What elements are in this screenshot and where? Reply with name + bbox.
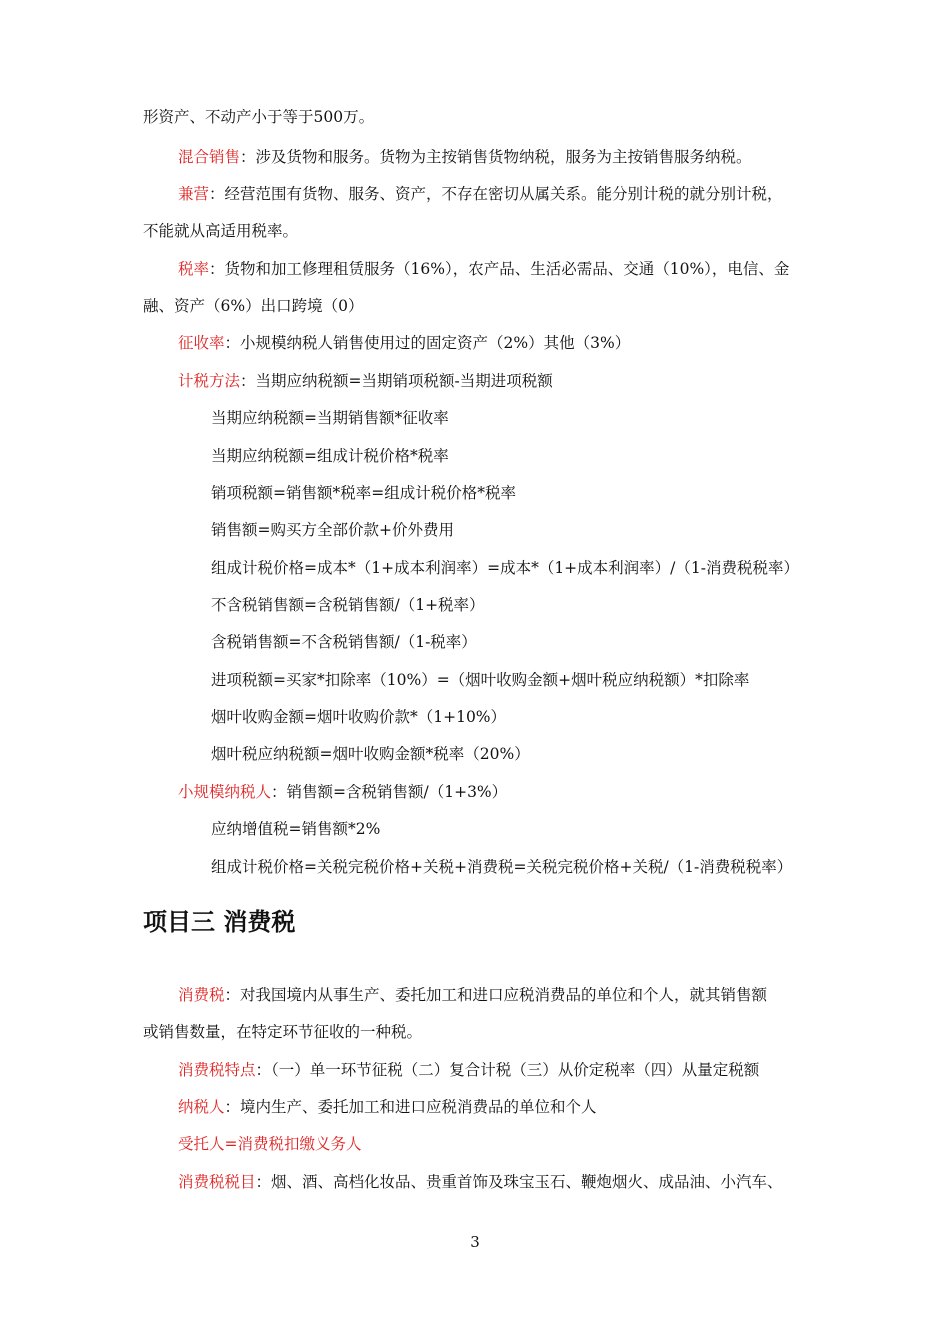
text-line: 或销售数量，在特定环节征收的一种税。	[143, 1023, 423, 1041]
text-line: 混合销售：涉及货物和服务。货物为主按销售货物纳税，服务为主按销售服务纳税。	[178, 148, 752, 166]
text-line: 兼营：经营范围有货物、服务、资产，不存在密切从属关系。能分别计税的就分别计税，	[178, 185, 783, 203]
text-line: 征收率：小规模纳税人销售使用过的固定资产（2%）其他（3%）	[178, 334, 631, 352]
formula-line: 当期应纳税额=组成计税价格*税率	[211, 447, 449, 465]
formula-line: 销售额=购买方全部价款+价外费用	[211, 521, 454, 539]
formula-line: 组成计税价格=关税完税价格+关税+消费税=关税完税价格+关税/（1-消费税税率）	[211, 858, 793, 876]
text-line: 税率：货物和加工修理租赁服务（16%），农产品、生活必需品、交通（10%），电信、金	[178, 260, 790, 278]
formula-line: 烟叶收购金额=烟叶收购价款*（1+10%）	[211, 708, 507, 726]
formula-line: 烟叶税应纳税额=烟叶收购金额*税率（20%）	[211, 745, 530, 763]
formula-line: 当期应纳税额=当期销售额*征收率	[211, 409, 449, 427]
text-line: 纳税人：境内生产、委托加工和进口应税消费品的单位和个人	[178, 1098, 597, 1116]
text-line: 小规模纳税人：销售额=含税销售额/（1+3%）	[178, 783, 508, 801]
formula-line: 含税销售额=不含税销售额/（1-税率）	[211, 633, 477, 651]
text-line: 不能就从高适用税率。	[143, 222, 299, 240]
section-heading: 项目三 消费税	[143, 908, 296, 936]
page-number: 3	[470, 1233, 480, 1251]
formula-line: 组成计税价格=成本*（1+成本利润率）=成本*（1+成本利润率）/（1-消费税税率）	[211, 559, 799, 577]
text-line: 消费税特点：（一）单一环节征税（二）复合计税（三）从价定税率（四）从量定税额	[178, 1061, 760, 1079]
text-line: 融、资产（6%）出口跨境（0）	[143, 297, 364, 315]
formula-line: 应纳增值税=销售额*2%	[211, 820, 381, 838]
formula-line: 销项税额=销售额*税率=组成计税价格*税率	[211, 484, 516, 502]
text-line: 消费税：对我国境内从事生产、委托加工和进口应税消费品的单位和个人，就其销售额	[178, 986, 768, 1004]
formula-line: 进项税额=买家*扣除率（10%）=（烟叶收购金额+烟叶税应纳税额）*扣除率	[211, 671, 750, 689]
formula-line: 不含税销售额=含税销售额/（1+税率）	[211, 596, 485, 614]
text-line: 消费税税目：烟、酒、高档化妆品、贵重首饰及珠宝玉石、鞭炮烟火、成品油、小汽车、	[178, 1173, 783, 1191]
text-line: 受托人=消费税扣缴义务人	[178, 1135, 362, 1153]
text-line: 形资产、不动产小于等于500万。	[143, 108, 375, 126]
text-line: 计税方法：当期应纳税额=当期销项税额-当期进项税额	[178, 372, 553, 390]
